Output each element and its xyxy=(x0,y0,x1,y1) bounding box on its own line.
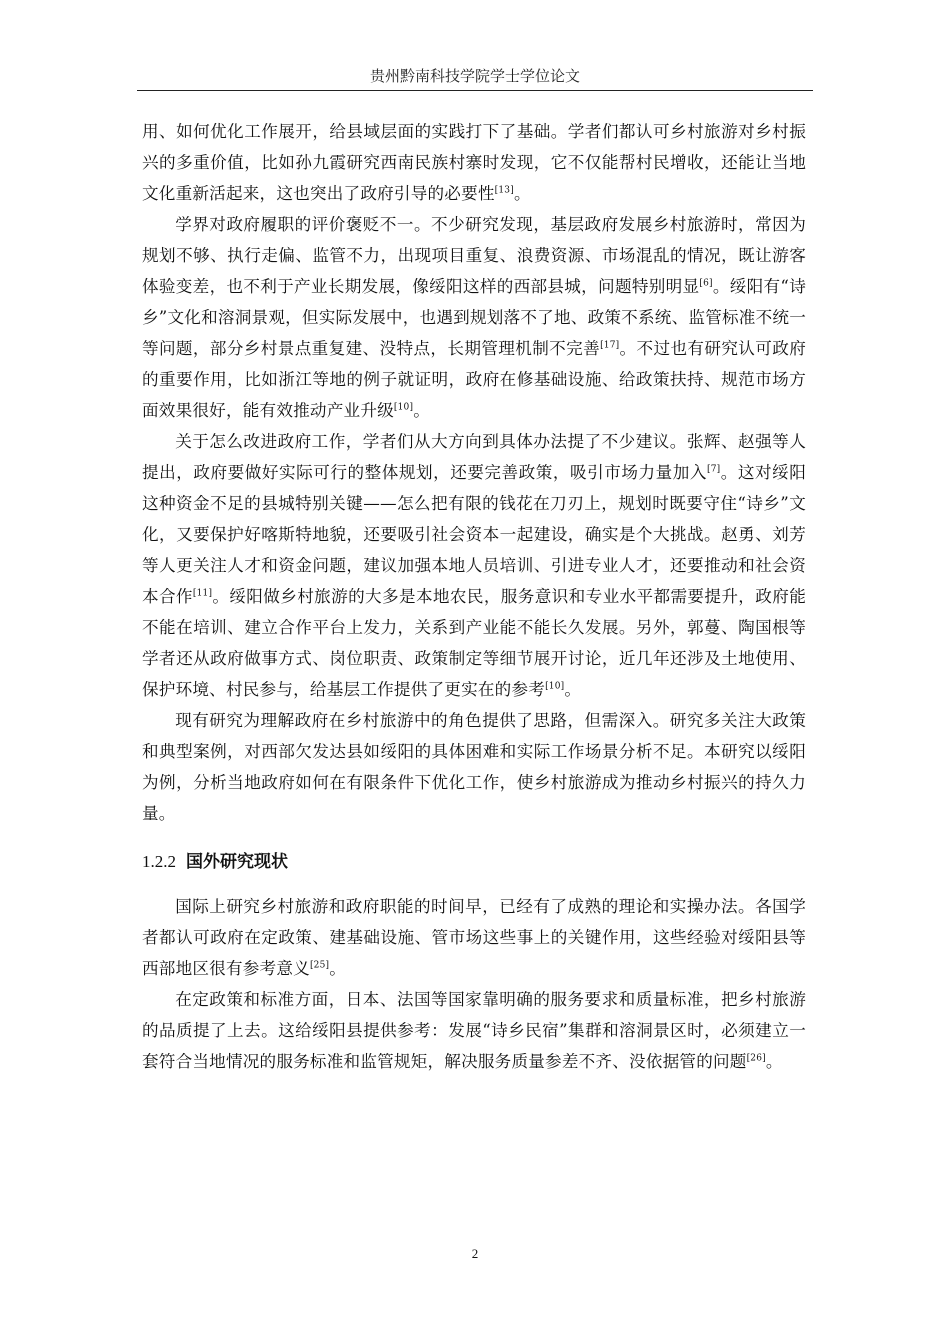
page-number: 2 xyxy=(471,1246,479,1261)
paragraph-text: 。 xyxy=(513,184,531,203)
body-paragraph xyxy=(142,984,806,1077)
citation-marker: [17] xyxy=(600,340,620,351)
body-paragraph xyxy=(142,705,806,829)
body-paragraph xyxy=(142,116,806,209)
citation-marker: [25] xyxy=(309,960,330,971)
paragraph-text: 。绥阳做乡村旅游的大多是本地农民，服务意识和专业水平都需要提升，政府能不能在培训、建立合作平台上发力，关系到产业能不能长久发展。另外，郭蔓、陶国根等学者还从政府做事方式、岗位职责、政策制定等细节展开讨论，近几年还涉及土地使用、保护环境、村民参与，给基层工作提供了更实在的参考 xyxy=(142,587,806,699)
citation-marker: [6] xyxy=(699,278,713,289)
paragraph-text: 。 xyxy=(413,401,430,420)
paragraph-text: 。不过也有研究认可政府的重要作用，比如浙江等地的例子就证明，政府在修基础设施、给政策扶持、规范市场方面效果很好，能有效推动产业升级 xyxy=(142,339,807,420)
section-heading xyxy=(142,849,806,875)
section-number: 1.2.2 xyxy=(142,852,176,871)
paragraph-text: 学界对政府履职的评价褒贬不一。不少研究发现，基层政府发展乡村旅游时，常因为规划不够、执行走偏、监管不力，出现项目重复、浪费资源、市场混乱的情况，既让游客体验变差，也不利于产业长期发展，像绥阳这样的西部县城，问题特别明显 xyxy=(142,215,806,296)
body-paragraph xyxy=(142,209,806,426)
citation-marker: [11] xyxy=(192,588,213,599)
citation-marker: [26] xyxy=(746,1053,766,1064)
body-paragraph xyxy=(142,426,806,705)
page-body xyxy=(142,116,806,1077)
paragraph-group-foreign xyxy=(142,891,806,1077)
paragraph-group-domestic xyxy=(142,116,806,829)
paragraph-text: 。这对绥阳这种资金不足的县城特别关键——怎么把有限的钱花在刀刃上，规划时既要守住“诗乡”文化，又要保护好喀斯特地貌，还要吸引社会资本一起建设，确实是个大挑战。赵勇、刘芳等人更关注人才和资金问题，建议加强本地人员培训、引进专业人才，还要推动和社会资本合作 xyxy=(142,463,806,606)
citation-marker: [10] xyxy=(545,681,565,692)
paragraph-text: 现有研究为理解政府在乡村旅游中的角色提供了思路，但需深入。研究多关注大政策和典型案例，对西部欠发达县如绥阳的具体困难和实际工作场景分析不足。本研究以绥阳为例，分析当地政府如何在有限条件下优化工作，使乡村旅游成为推动乡村振兴的持久力量。 xyxy=(142,711,806,823)
body-paragraph xyxy=(142,891,806,984)
header-rule xyxy=(137,90,813,91)
paragraph-text: 在定政策和标准方面，日本、法国等国家靠明确的服务要求和质量标准，把乡村旅游的品质提了上去。这给绥阳县提供参考：发展“诗乡民宿”集群和溶洞景区时，必须建立一套符合当地情况的服务标准和监管规矩，解决服务质量参差不齐、没依据管的问题 xyxy=(142,990,806,1071)
citation-marker: [10] xyxy=(393,402,414,413)
paragraph-text: 。 xyxy=(765,1052,783,1071)
paragraph-text: 。绥阳有“诗乡”文化和溶洞景观，但实际发展中，也遇到规划落不了地、政策不系统、监管标准不统一等问题，部分乡村景点重复建、没特点，长期管理机制不完善 xyxy=(142,277,806,358)
paragraph-text: 。 xyxy=(564,680,582,699)
running-header: 贵州黔南科技学院学士学位论文 xyxy=(369,67,580,85)
paragraph-text: 用、如何优化工作展开，给县域层面的实践打下了基础。学者们都认可乡村旅游对乡村振兴的多重价值，比如孙九霞研究西南民族村寨时发现，它不仅能帮村民增收，还能让当地文化重新活起来，这也突出了政府引导的必要性 xyxy=(142,122,806,203)
citation-marker: [7] xyxy=(707,464,721,475)
citation-marker: [13] xyxy=(494,185,514,196)
paragraph-text: 关于怎么改进政府工作，学者们从大方向到具体办法提了不少建议。张辉、赵强等人提出，政府要做好实际可行的整体规划，还要完善政策，吸引市场力量加入 xyxy=(142,432,806,482)
section-title: 国外研究现状 xyxy=(186,852,288,872)
paragraph-text: 。 xyxy=(329,959,347,978)
paragraph-text: 国际上研究乡村旅游和政府职能的时间早，已经有了成熟的理论和实操办法。各国学者都认可政府在定政策、建基础设施、管市场这些事上的关键作用，这些经验对绥阳县等西部地区很有参考意义 xyxy=(142,897,806,978)
